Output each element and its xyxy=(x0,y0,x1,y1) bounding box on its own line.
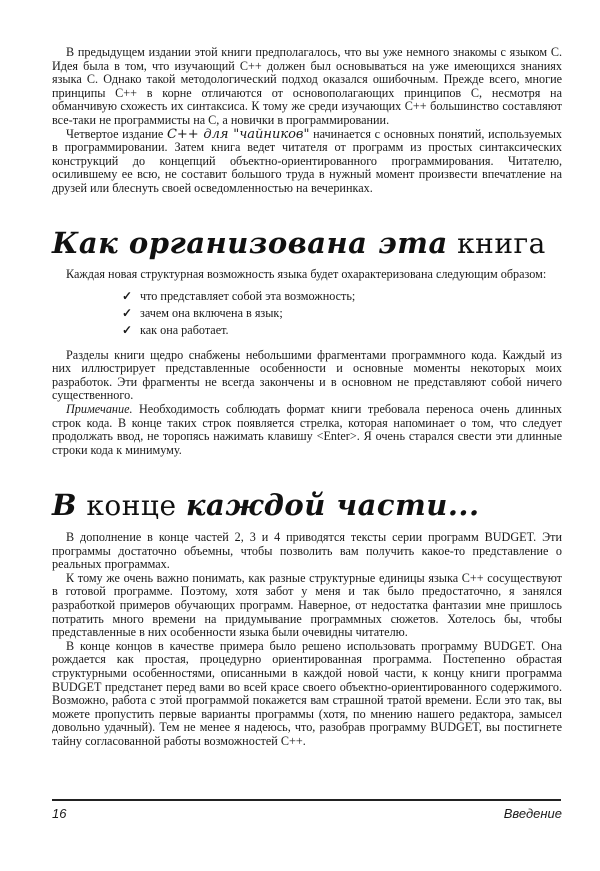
footer-divider xyxy=(52,799,561,801)
budget-paragraph-2: К тому же очень важно понимать, как разные структурные единицы языка C++ сосуществуют в готовой программе. Поэтому, хотя забот у меня и так было предостаточно, я занялся разработкой примеров обучающих программ. Наверное, от недостатка фантазии мне пришлось потратить много времени на придумывание программных сюжетов. Хотелось бы, чтобы представленные в них особенности языка были очевидны читателю. xyxy=(52,570,562,640)
budget-paragraph-1: В дополнение в конце частей 2, 3 и 4 приводятся тексты серии программ BUDGET. Эти программы достаточно объемны, чтобы позволить вам получить какое-то представление о реальных программах. xyxy=(52,530,562,572)
heading-org-bold: Как организована эта xyxy=(52,226,448,260)
intro-paragraph-1: В предыдущем издании этой книги предполагалось, что вы уже немного знакомы с языком С. Идея была в том, что изучающий C++ должен был основываться на уже имеющихся знаниях языка С. Однако такой методологический подход оказался ошибочным. Прежде всего, многие принципы C++ в корне отличаются от основополагающих принципов С, несмотря на обманчивую схожесть их синтаксиса. К тому же среди изучающих C++ большинство составляют все-таки не программисты на С, а новички в программировании. xyxy=(52,45,562,127)
feature-list xyxy=(122,288,562,339)
heading-end-light: конце xyxy=(77,489,186,522)
heading-org-light: книга xyxy=(447,227,546,260)
list-item: ✓ как она работает. xyxy=(122,322,229,337)
organization-lead: Каждая новая структурная возможность языка будет охарактеризована следующим образом: xyxy=(66,267,547,281)
budget-paragraph-3: В конце концов в качестве примера было решено использовать программу BUDGET. Она рождается как простая, процедурно ориентированная программа. Постепенно обрастая структурными особенностями, описанными в каждой новой части, к концу книги программа BUDGET предстанет перед вами во всей красе своего объектно-ориентированного содержимого. Возможно, работа с этой программой покажется вам страшной тратой времени. Если это так, вы можете пропустить первые варианты программы (хотя, по мнению нашего редактора, замысел довольно удачный). Тем не менее я надеюсь, что, разобрав программу BUDGET, вы постигнете тайну согласованной работы возможностей C++. xyxy=(52,638,562,748)
section-heading-each-part xyxy=(52,488,480,522)
section-heading-organization xyxy=(52,226,546,260)
list-item: ✓ зачем она включена в язык; xyxy=(122,305,283,320)
intro-p2-start: Четвертое издание xyxy=(66,126,167,141)
note-text: Необходимость соблюдать формат книги требовала переноса очень длинных строк кода. В конце таких строк появляется стрелка, которая напоминает о том, что следует продолжать ввод, не торопясь нажимать клавишу <Enter>. Я очень старался свести эти длинные строки кода к минимуму. xyxy=(52,401,562,457)
intro-paragraph-2 xyxy=(52,128,562,196)
note-paragraph xyxy=(52,403,562,457)
checkmark-icon: ✓ xyxy=(122,322,133,337)
checkmark-icon: ✓ xyxy=(122,305,133,320)
intro-p2-end: начинается с основных понятий, используемых в программировании. Затем книга ведет читателя от программ из простых синтаксических конструкций до концепций объектно-ориентированного программирования. Читателю, осилившему ее всю, не составит большого труда в нужный момент произвести впечатление на друзей или блеснуть своей осведомленностью на вечеринках. xyxy=(52,126,563,195)
each-part-block xyxy=(52,531,562,749)
page-number: 16 xyxy=(52,806,67,821)
intro-block xyxy=(52,46,562,196)
heading-end-bold2: каждой части... xyxy=(185,488,480,522)
organization-block xyxy=(52,268,562,457)
book-title: C++ для "чайников" xyxy=(166,126,310,142)
section-name: Введение xyxy=(503,806,562,821)
heading-end-bold: В xyxy=(52,488,78,522)
code-fragments-paragraph: Разделы книги щедро снабжены небольшими фрагментами программного кода. Каждый из них иллюстрирует представленные особенности и основные моменты некоторых моих разработок. Эти фрагменты не всегда закончены и в основном не представляют собой ничего существенного. xyxy=(52,347,562,403)
note-label: Примечание. xyxy=(66,401,133,416)
checkmark-icon: ✓ xyxy=(122,288,133,303)
list-item: ✓ что представляет собой эта возможность; xyxy=(122,288,356,303)
